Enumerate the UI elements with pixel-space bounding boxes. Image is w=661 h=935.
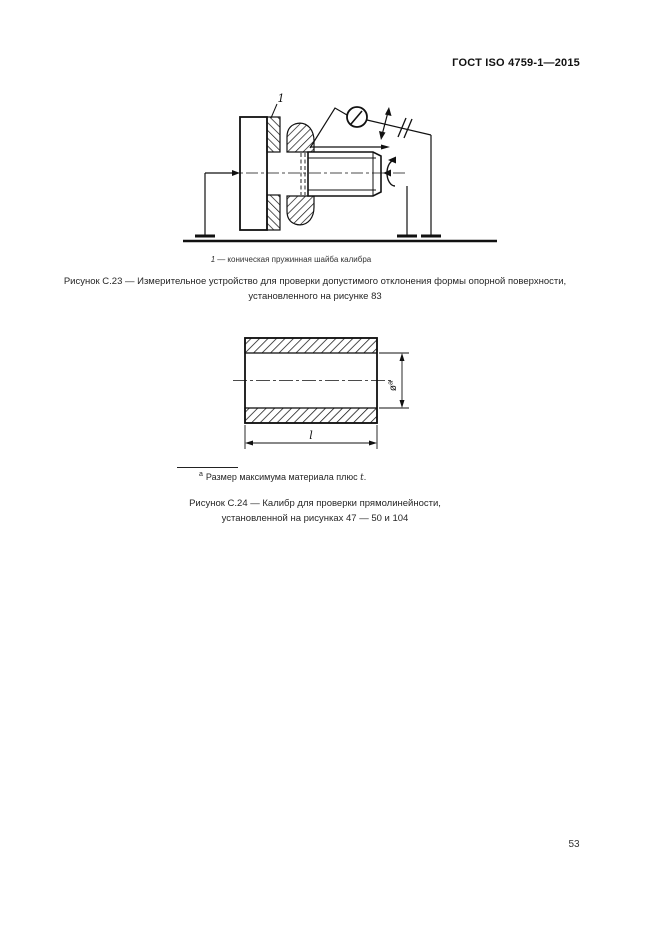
figure-c23-drawing — [175, 85, 505, 250]
length-label: l — [309, 429, 313, 442]
footnote-variable: t — [360, 473, 364, 483]
footnote-period: . — [363, 472, 367, 482]
figure-c23-caption-line2: установленного на рисунке 83 — [248, 290, 382, 302]
support-stands — [397, 135, 441, 236]
footnote-text: Размер максимума материала плюс — [205, 472, 361, 482]
part-label-1-text: 1 — [277, 92, 285, 105]
left-support — [195, 170, 240, 236]
threaded-shaft — [301, 152, 381, 196]
footnote-marker: a — [199, 471, 203, 478]
figure-c24-caption-line1: Рисунок С.24 — Калибр для проверки прямолинейности, — [189, 498, 441, 509]
page-number: 53 — [568, 839, 580, 850]
legend-item-number: 1 — [210, 255, 216, 264]
figure-c23-caption-line1: Рисунок С.23 — Измерительное устройство для проверки допустимого отклонения формы опорной поверхности, — [63, 276, 567, 287]
diameter-footnote-marker: a — [385, 380, 395, 386]
footnote-rule — [177, 467, 238, 468]
svg-text:øa — [386, 380, 400, 391]
figure-c23-legend — [0, 255, 582, 264]
figure-c24-caption — [30, 497, 600, 526]
base-plate — [240, 117, 267, 230]
dial-indicator — [310, 107, 431, 148]
legend-item-text: — коническая пружинная шайба калибра — [217, 255, 372, 264]
measure-direction-arrow — [310, 145, 390, 150]
length-dimension — [245, 425, 377, 449]
figure-c24-caption-line2: установленной на рисунках 47 — 50 и 104 — [221, 512, 409, 524]
rotation-symbol — [383, 157, 396, 187]
figure-c24-footnote — [199, 471, 366, 483]
figure-c23-caption — [30, 275, 600, 304]
conical-spring-washer — [267, 117, 280, 230]
page-header: ГОСТ ISO 4759-1—2015 — [452, 57, 580, 69]
diameter-symbol: ø — [388, 385, 399, 392]
figure-c24-drawing — [225, 330, 415, 452]
part-label-1 — [271, 92, 285, 118]
